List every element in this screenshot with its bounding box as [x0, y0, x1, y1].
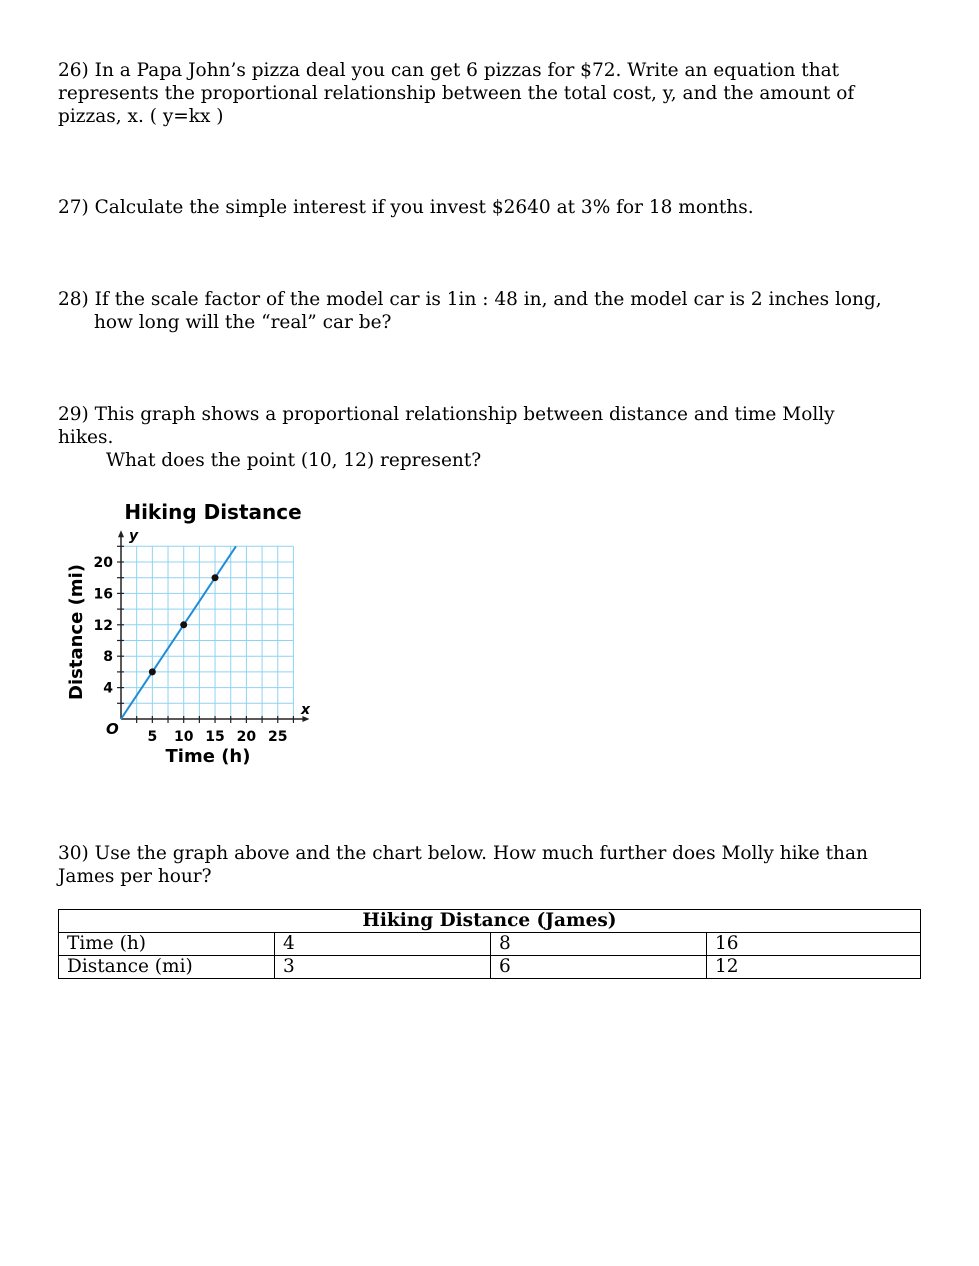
x-tick-label: 10: [173, 729, 194, 745]
table-title: Hiking Distance (James): [59, 910, 921, 933]
table-cell: 8: [491, 933, 707, 956]
x-tick-label: 20: [236, 729, 257, 745]
james-hiking-table: [58, 909, 921, 979]
series-line: [121, 546, 236, 719]
y-tick-label: 8: [103, 649, 113, 666]
table-row: [59, 933, 921, 956]
axes: [117, 530, 309, 723]
question-30: [58, 842, 918, 888]
question-text-continued: how long will the “real” car be?: [94, 312, 392, 333]
table-cell: 4: [275, 933, 491, 956]
x-tick-label: 15: [205, 729, 225, 745]
y-axis-letter: y: [129, 528, 139, 544]
question-number: 29): [58, 404, 89, 425]
question-subprompt: What does the point (10, 12) represent?: [106, 450, 482, 471]
hiking-distance-graph: [60, 495, 330, 775]
x-tick-label: 5: [147, 729, 158, 745]
question-28: [58, 288, 938, 334]
question-number: 28): [58, 289, 89, 310]
question-27: [58, 196, 918, 219]
y-axis-arrow: [118, 530, 124, 537]
grid: [121, 546, 293, 719]
question-number: 27): [58, 197, 89, 218]
question-text: In a Papa John’s pizza deal you can get 6 pizzas for $72. Write an equation that represents the proportional relationship between the total cost, y, and the amount of pizzas, x. ( y=kx ): [58, 60, 855, 127]
data-point: [149, 668, 156, 675]
question-text: Use the graph above and the chart below. How much further does Molly hike than James per hour?: [58, 843, 868, 887]
x-axis-letter: x: [301, 702, 311, 718]
question-number: 26): [58, 60, 89, 81]
table-cell: Distance (mi): [59, 956, 275, 979]
table-cell: 16: [707, 933, 921, 956]
y-axis-label: Distance (mi): [66, 564, 87, 700]
table-cell: 3: [275, 956, 491, 979]
data-marks: [121, 546, 236, 719]
origin-label: O: [106, 720, 119, 738]
table-cell: 12: [707, 956, 921, 979]
question-text: If the scale factor of the model car is 1in : 48 in, and the model car is 2 inches long,: [94, 289, 882, 310]
question-text: Calculate the simple interest if you invest $2640 at 3% for 18 months.: [94, 197, 754, 218]
x-tick-label: 25: [268, 729, 288, 745]
table-cell: 6: [491, 956, 707, 979]
x-axis-label: Time (h): [165, 746, 251, 767]
question-number: 30): [58, 843, 89, 864]
y-tick-label: 4: [103, 680, 113, 697]
data-point: [180, 621, 187, 628]
question-text: This graph shows a proportional relationship between distance and time Molly hikes.: [58, 404, 835, 448]
chart-title: Hiking Distance: [124, 500, 302, 524]
question-26: [58, 59, 918, 128]
question-29: [58, 403, 878, 472]
table-row: [59, 956, 921, 979]
table-cell: Time (h): [59, 933, 275, 956]
y-tick-label: 16: [93, 586, 113, 603]
data-point: [212, 574, 219, 581]
y-tick-label: 20: [93, 555, 113, 571]
y-tick-label: 12: [93, 617, 113, 634]
